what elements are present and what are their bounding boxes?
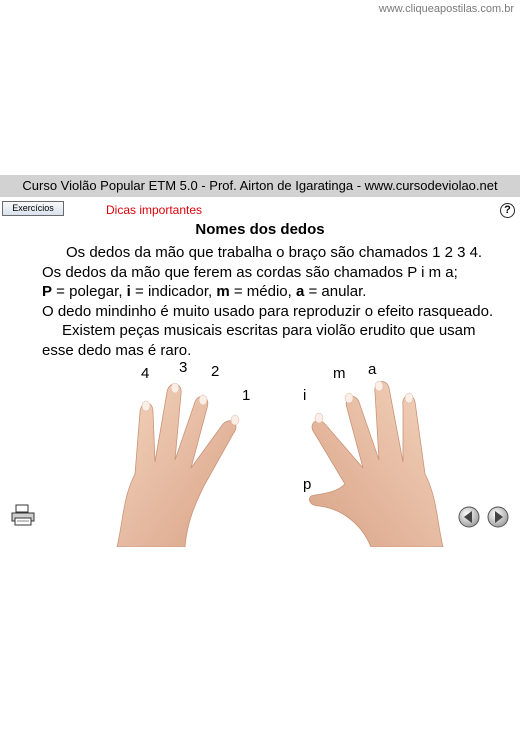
term-m: m — [216, 283, 230, 300]
left-hand-illustration — [95, 372, 255, 547]
text-line: O dedo mindinho é muito usado para reproduzir o efeito rasqueado. — [42, 302, 494, 320]
text-line — [42, 282, 512, 302]
term-def: = médio, — [229, 283, 296, 300]
finger-label-m: m — [333, 365, 346, 382]
prev-arrow-icon[interactable] — [458, 506, 480, 528]
term-def: = polegar, — [52, 283, 127, 300]
lesson-text — [42, 243, 512, 360]
tips-link[interactable]: Dicas importantes — [106, 203, 203, 217]
finger-label-p: p — [303, 476, 312, 493]
text-line: Existem peças musicais escritas para violão erudito que usam — [62, 322, 476, 339]
finger-label-3: 3 — [179, 359, 188, 376]
help-icon[interactable]: ? — [500, 203, 515, 218]
right-hand-illustration — [305, 372, 465, 547]
exercises-button[interactable]: Exercícios — [2, 201, 64, 216]
site-url[interactable]: www.cliqueapostilas.com.br — [378, 3, 514, 15]
finger-label-1: 1 — [242, 387, 251, 404]
page-title: Nomes dos dedos — [195, 221, 325, 238]
finger-label-i: i — [303, 387, 307, 404]
text-line: Os dedos da mão que trabalha o braço são chamados 1 2 3 4. — [66, 244, 483, 261]
printer-icon[interactable] — [10, 504, 36, 526]
term-a: a — [295, 283, 305, 300]
text-line: esse dedo mas é raro. — [42, 341, 192, 359]
finger-label-4: 4 — [141, 365, 150, 382]
term-def: = indicador, — [130, 283, 217, 300]
text-line: Os dedos da mão que ferem as cordas são chamados P i m a; — [42, 263, 458, 281]
term-i: i — [126, 283, 131, 300]
term-def: = anular. — [304, 283, 367, 300]
finger-label-2: 2 — [211, 363, 220, 380]
course-title-bar: Curso Violão Popular ETM 5.0 - Prof. Airton de Igaratinga - www.cursodeviolao.net — [0, 175, 520, 197]
term-p: P — [42, 283, 53, 300]
finger-label-a: a — [368, 361, 377, 378]
next-arrow-icon[interactable] — [487, 506, 509, 528]
